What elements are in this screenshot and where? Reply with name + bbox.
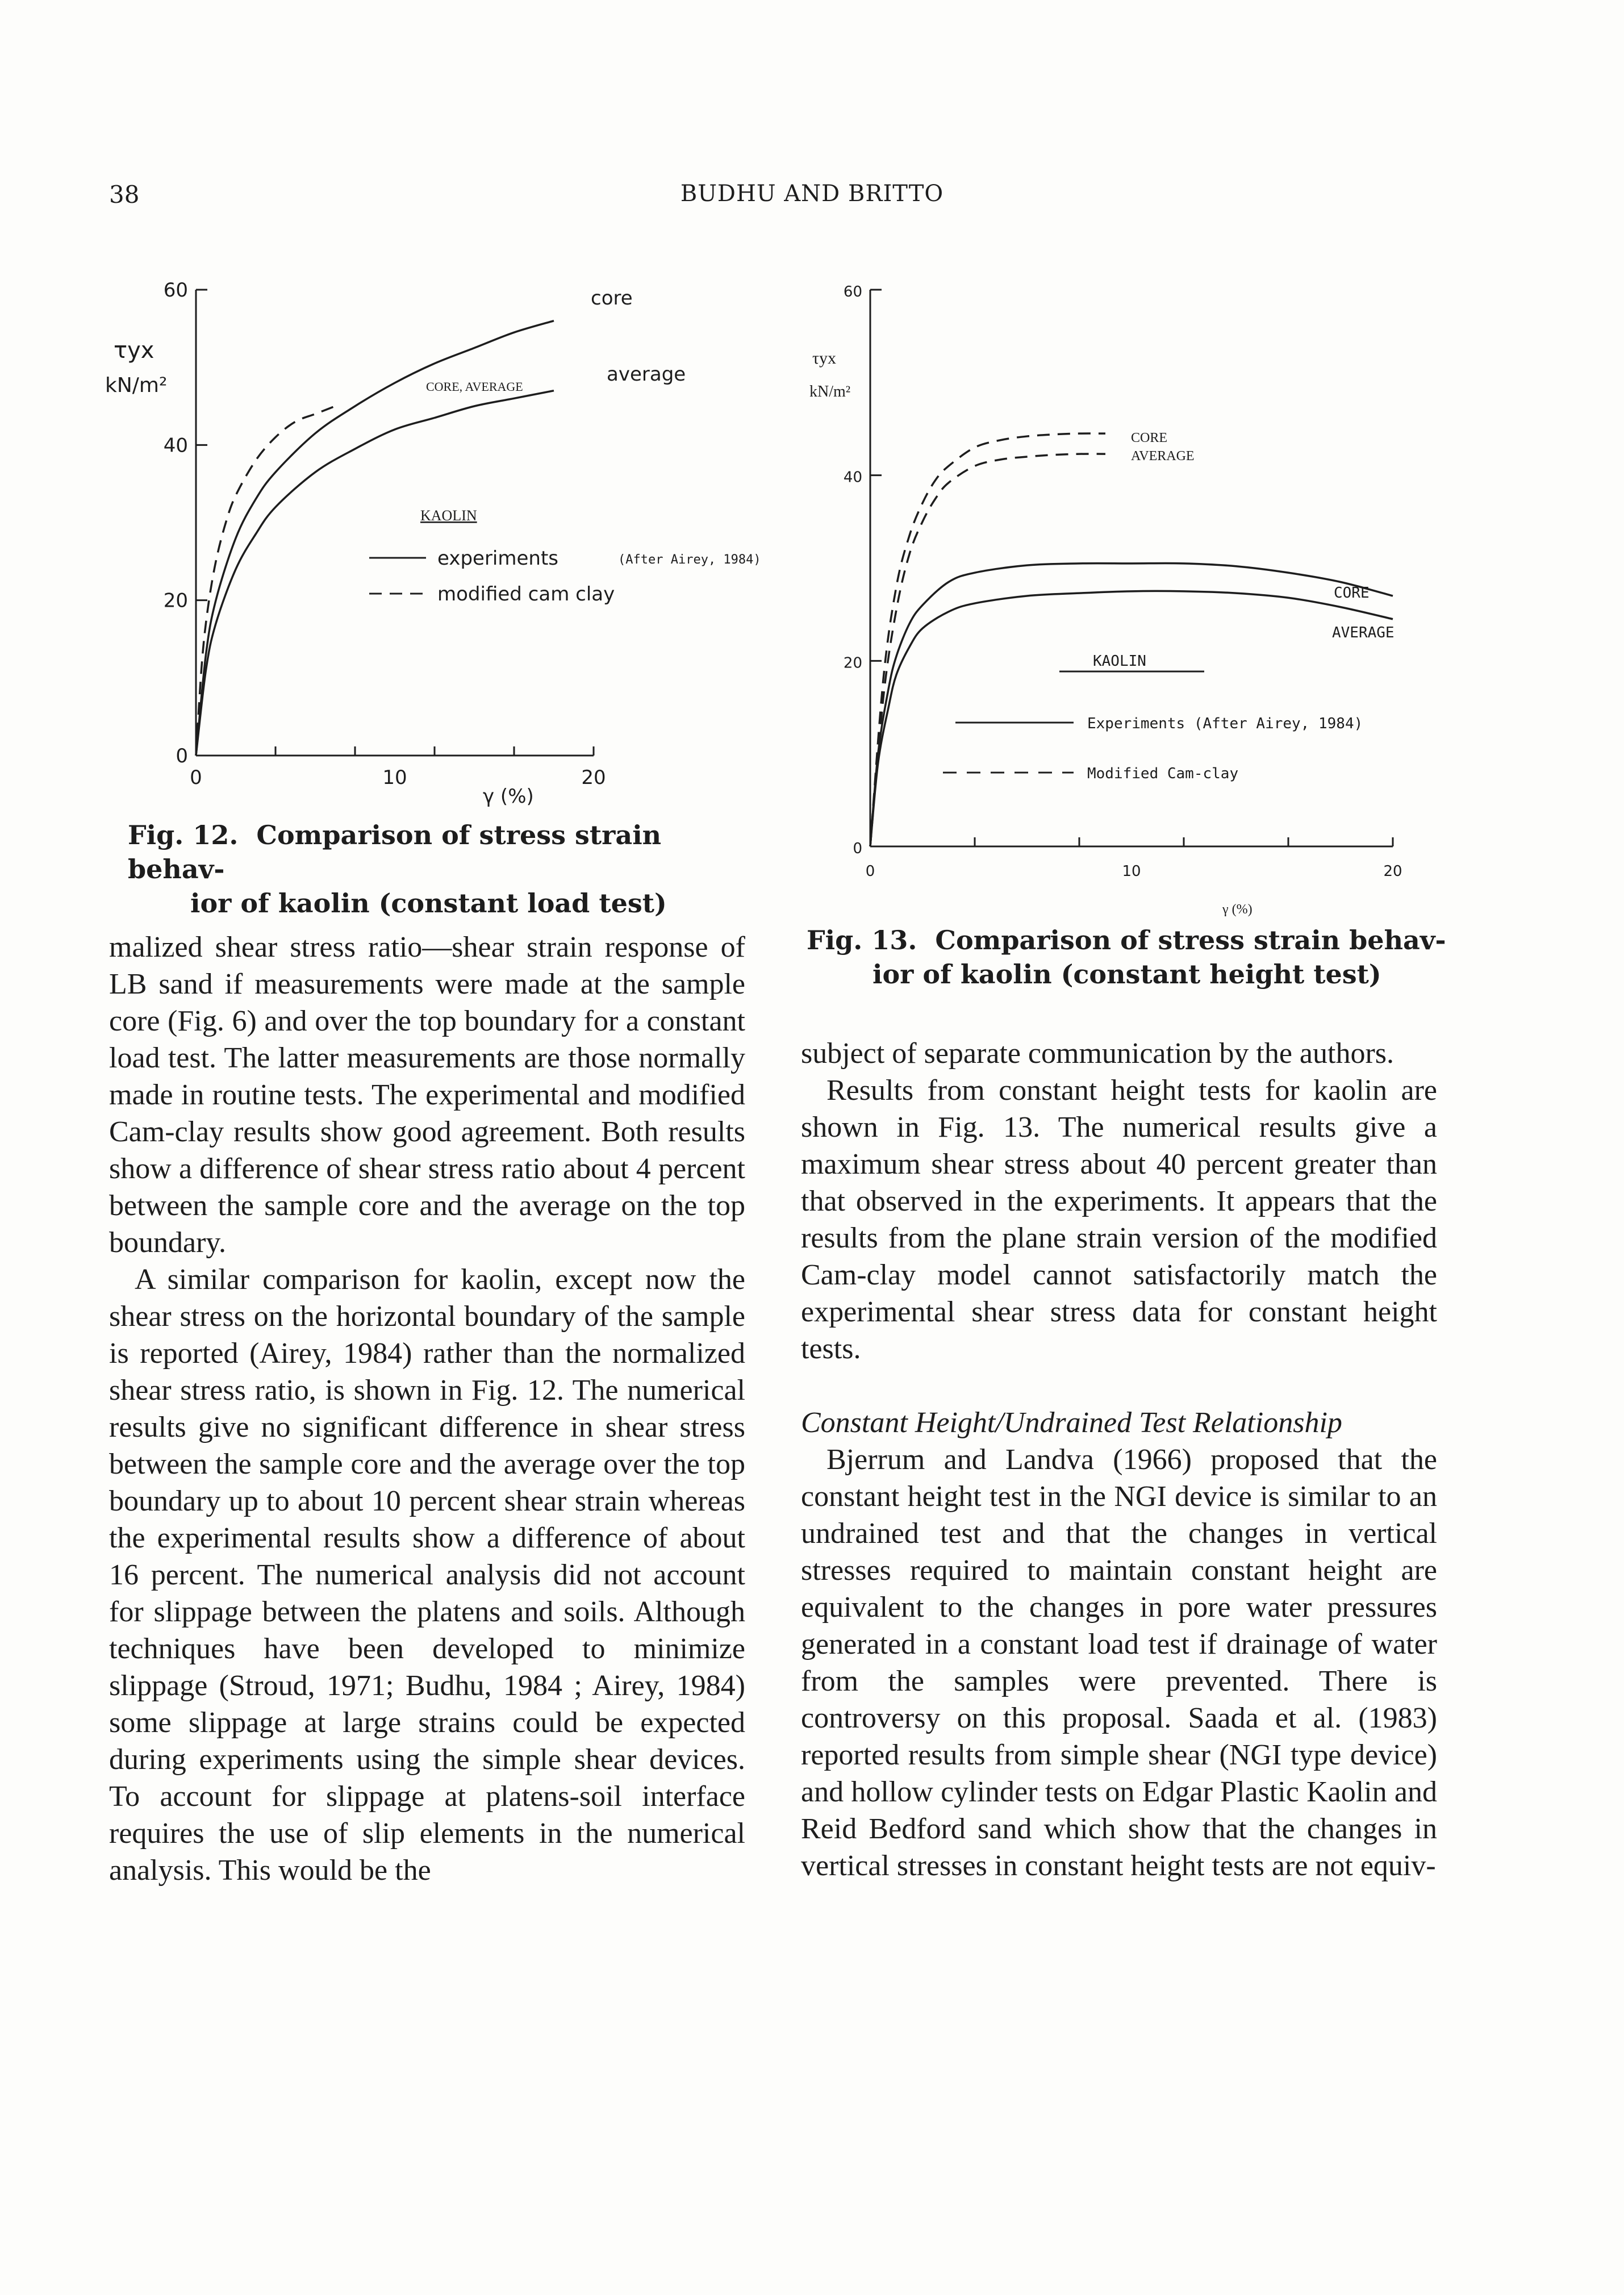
fig13-y-tick-label: 20	[843, 654, 862, 672]
figure-12-axes	[164, 279, 606, 789]
fig12-label-core-average: CORE, AVERAGE	[426, 379, 523, 394]
fig13-y-tick-label: 40	[843, 469, 862, 486]
right-paragraph-3: Bjerrum and Landva (1966) proposed that the constant height test in the NGI device is similar to an undrained test and that the changes in vertical stresses required to maintain constant height are equivalent to the changes in pore water pressures generated in a constant load test if drainage of water from the samples were prevented. There is controversy on this proposal. Saada et al. (1983) reported results from simple shear (NGI type device) and hollow cylinder tests on Edgar Plastic Kaolin and Reid Bedford sand which show that the changes in vertical stresses in constant height tests are not equiv-	[801, 1443, 1437, 1882]
fig12-series-2	[196, 406, 335, 756]
fig13-x-tick-label: 0	[865, 863, 875, 880]
fig12-y-tick-label: 60	[163, 279, 188, 302]
fig13-label-average-dashed: AVERAGE	[1131, 449, 1195, 464]
fig13-label-average-solid: AVERAGE	[1332, 624, 1395, 641]
fig13-series-3	[870, 454, 1105, 846]
fig12-x-label: γ (%)	[483, 785, 534, 808]
left-paragraph-1: malized shear stress ratio—shear strain response of LB sand if measurements were made at the sample core (Fig. 6) and over the top boundary for a constant load test. The latter measurements are those normally made in routine tests. The experimental and modified Cam-clay results show good agreement. Both results show a difference of shear stress ratio about 4 percent between the sample core and the average on the top boundary.	[109, 931, 745, 1259]
fig13-legend-experiments: Experiments (After Airey, 1984)	[1087, 715, 1363, 732]
fig13-label-core-solid: CORE	[1334, 585, 1370, 602]
fig13-y-label-units: kN/m²	[809, 383, 851, 400]
fig12-y-label-units: kN/m²	[105, 374, 168, 397]
figure-13-axes	[844, 283, 1402, 880]
fig12-caption-line2: ior of kaolin (constant load test)	[190, 888, 667, 919]
fig13-caption-line2: ior of kaolin (constant height test)	[872, 959, 1381, 990]
fig12-x-tick-label: 0	[190, 766, 202, 789]
fig12-caption-line1: Comparison of stress strain behav-	[128, 820, 662, 884]
fig13-label-kaolin: KAOLIN	[1093, 653, 1146, 670]
figure-12-chart	[105, 267, 778, 812]
fig12-label-average: average	[607, 363, 686, 386]
left-column	[109, 929, 745, 1889]
fig13-x-tick-label: 10	[1122, 863, 1141, 880]
fig12-label-core: core	[591, 287, 633, 310]
left-paragraph-2: A similar comparison for kaolin, except now the shear stress on the horizontal boundary of the sample is reported (Airey, 1984) rather than the normalized shear stress ratio, is shown in Fig. 12. The numerical results give no significant difference in shear stress between the sample core and the average over the top boundary up to about 10 percent shear strain whereas the experimental results show a difference of about 16 percent. The numerical analysis did not account for slippage between the platens and soils. Although techniques have been developed to minimize slippage (Stroud, 1971; Budhu, 1984 ; Airey, 1984) some slippage at large strains could be expected during experiments using the simple shear devices. To account for slippage at platens-soil interface requires the use of slip elements in the numerical analysis. This would be the	[109, 1263, 745, 1887]
figure-13	[807, 273, 1522, 920]
fig12-series-1	[196, 391, 554, 756]
fig13-x-label: γ (%)	[1222, 902, 1253, 917]
fig13-y-label-tau: τyx	[812, 349, 837, 368]
fig12-x-tick-label: 10	[382, 766, 407, 789]
right-column	[801, 1035, 1437, 1884]
page-number: 38	[109, 181, 140, 208]
fig12-legend-modified: modified cam clay	[437, 583, 615, 606]
figure-12	[105, 267, 778, 812]
right-paragraph-2: Results from constant height tests for kaolin are shown in Fig. 13. The numerical results give a maximum shear stress about 40 percent greater than that observed in the experiments. It appears that the results from the plane strain version of the modified Cam-clay model cannot satisfactorily match the experimental shear stress data for constant height tests.	[801, 1074, 1437, 1365]
figure-13-chart	[807, 273, 1522, 920]
fig13-label-core-dashed: CORE	[1131, 431, 1168, 445]
fig12-y-label-tau: τyx	[114, 337, 155, 364]
fig13-y-tick-label: 60	[843, 283, 862, 301]
running-head: BUDHU AND BRITTO	[680, 181, 944, 207]
right-paragraph-1: subject of separate communication by the authors.	[801, 1037, 1395, 1070]
fig12-legend-after-airey: (After Airey, 1984)	[618, 553, 761, 567]
fig13-caption-line1: Comparison of stress strain behav-	[935, 925, 1446, 955]
fig13-y-tick-label: 0	[853, 840, 862, 857]
fig12-caption-number: Fig. 12.	[128, 820, 239, 850]
figure-13-caption	[807, 923, 1454, 991]
fig12-y-tick-label: 40	[163, 434, 188, 457]
section-heading: Constant Height/Undrained Test Relationship	[801, 1407, 1342, 1439]
fig13-series-2	[870, 433, 1105, 846]
fig12-x-tick-label: 20	[581, 766, 606, 789]
fig12-y-tick-label: 20	[163, 589, 188, 612]
fig12-label-kaolin: KAOLIN	[420, 507, 477, 524]
fig13-series-0	[870, 563, 1393, 846]
fig13-legend-modified: Modified Cam-clay	[1087, 765, 1239, 782]
fig12-y-tick-label: 0	[176, 745, 188, 767]
figure-12-caption	[128, 818, 764, 920]
figure-13-series	[870, 433, 1393, 846]
fig13-x-tick-label: 20	[1383, 863, 1402, 880]
fig13-caption-number: Fig. 13.	[807, 925, 917, 955]
fig12-legend-experiments: experiments	[437, 547, 558, 570]
